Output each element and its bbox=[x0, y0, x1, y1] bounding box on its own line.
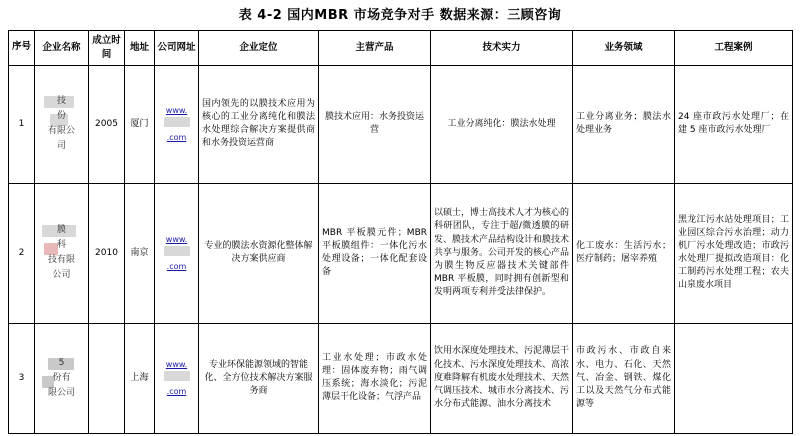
company-name-line: 公司 bbox=[52, 270, 71, 281]
website-link-prefix[interactable]: www. bbox=[165, 234, 188, 244]
company-name-line: 5 bbox=[58, 357, 65, 368]
location-text: 上海 bbox=[130, 372, 149, 383]
column-header-business: 业务领域 bbox=[573, 30, 675, 65]
cell-index: 1 bbox=[9, 65, 35, 183]
cell-company bbox=[35, 183, 89, 323]
cell-products: 膜技术应用：水务投资运营 bbox=[319, 65, 431, 183]
competitor-table bbox=[8, 30, 793, 434]
cell-cases bbox=[675, 323, 793, 433]
redaction-block bbox=[164, 117, 190, 127]
cell-business: 化工废水：生活污水；医疗制药；屠宰养殖 bbox=[573, 183, 675, 323]
cell-products: 工业水处理；市政水处理：固体废弃物；雨气调压系统；海水淡化；污泥薄层干化设备；气浮产品 bbox=[319, 323, 431, 433]
cell-website bbox=[155, 183, 199, 323]
company-name-line: 技有限 bbox=[47, 255, 75, 266]
cell-company bbox=[35, 323, 89, 433]
cell-technology: 工业分离纯化：膜法水处理 bbox=[431, 65, 573, 183]
table-row bbox=[9, 323, 793, 433]
column-header-location: 地址 bbox=[125, 30, 155, 65]
column-header-positioning: 企业定位 bbox=[199, 30, 319, 65]
cell-location bbox=[125, 65, 155, 183]
website-link-suffix[interactable]: .com bbox=[166, 386, 187, 396]
page-title: 表 4-2 国内MBR 市场竞争对手 数据来源：三顾咨询 bbox=[238, 8, 562, 23]
cell-business: 市政污水、市政自来水、电力、石化、天然气、冶金、钢铁、煤化工以及天然气分布式能源等 bbox=[573, 323, 675, 433]
company-name-line: 膜 bbox=[56, 225, 66, 236]
redaction-block bbox=[164, 371, 190, 381]
company-name-line: 份 bbox=[56, 111, 66, 122]
column-header-website: 公司网址 bbox=[155, 30, 199, 65]
website-link-suffix[interactable]: .com bbox=[166, 132, 187, 142]
cell-company bbox=[35, 65, 89, 183]
cell-website bbox=[155, 65, 199, 183]
table-header-row bbox=[9, 30, 793, 65]
company-name-line: 科 bbox=[56, 240, 66, 251]
company-name-line: 限公司 bbox=[47, 387, 75, 398]
cell-positioning: 专业的膜法水资源化整体解决方案供应商 bbox=[199, 183, 319, 323]
table-row bbox=[9, 183, 793, 323]
website-link-suffix[interactable]: .com bbox=[166, 261, 187, 271]
column-header-cases: 工程案例 bbox=[675, 30, 793, 65]
cell-technology: 以硕士，博士高技术人才为核心的科研团队，专注于超/微透膜的研发、膜技术产品结构设计和膜技术共享与服务。公司开发的核心产品为膜生物反应器技术关键部件MBR 平板膜，同时拥有创新型和发明两项专利并受法律保护。 bbox=[431, 183, 573, 323]
cell-index: 2 bbox=[9, 183, 35, 323]
website-link-prefix[interactable]: www. bbox=[165, 359, 188, 369]
cell-founded: 2005 bbox=[89, 65, 125, 183]
cell-website bbox=[155, 323, 199, 433]
company-name-line: 份有 bbox=[52, 372, 71, 383]
location-text: 厦门 bbox=[130, 118, 149, 129]
cell-positioning: 专业环保能源领域的智能化、全方位技术解决方案服务商 bbox=[199, 323, 319, 433]
website-link-prefix[interactable]: www. bbox=[165, 105, 188, 115]
cell-cases: 黑龙江污水站处理项目；工业园区综合污水治理；动力机厂污水处理改造；市政污水处理厂提拟改造项目：化工制药污水处理工程；农夫山泉废水项目 bbox=[675, 183, 793, 323]
cell-business: 工业分离业务；膜法水处理业务 bbox=[573, 65, 675, 183]
cell-founded: 2010 bbox=[89, 183, 125, 323]
location-text: 南京 bbox=[130, 247, 149, 258]
cell-index: 3 bbox=[9, 323, 35, 433]
column-header-products: 主营产品 bbox=[319, 30, 431, 65]
column-header-company: 企业名称 bbox=[35, 30, 89, 65]
column-header-founded: 成立时间 bbox=[89, 30, 125, 65]
cell-technology: 饮用水深度处理技术、污泥薄层干化技术、污水深度处理技术、高浓度难降解有机废水处理技术、天然气调压技术、城市水分离技术、污水分布式能源、油水分离技术 bbox=[431, 323, 573, 433]
cell-products: MBR 平板膜元件；MBR 平板膜组件：一体化污水处理设备；一体化配套设备 bbox=[319, 183, 431, 323]
cell-cases: 24 座市政污水处理厂；在建 5 座市政污水处理厂 bbox=[675, 65, 793, 183]
cell-location bbox=[125, 183, 155, 323]
cell-positioning: 国内领先的以膜技术应用为核心的工业分离纯化和膜法水处理综合解决方案提供商和水务投资运营商 bbox=[199, 65, 319, 183]
table-row bbox=[9, 65, 793, 183]
cell-founded bbox=[89, 323, 125, 433]
company-name-line: 有限公 bbox=[47, 126, 75, 137]
cell-location bbox=[125, 323, 155, 433]
company-name-line: 司 bbox=[56, 141, 66, 152]
column-header-index: 序号 bbox=[9, 30, 35, 65]
redaction-block bbox=[164, 246, 190, 256]
company-name-line: 技 bbox=[56, 96, 66, 107]
column-header-technology: 技术实力 bbox=[431, 30, 573, 65]
